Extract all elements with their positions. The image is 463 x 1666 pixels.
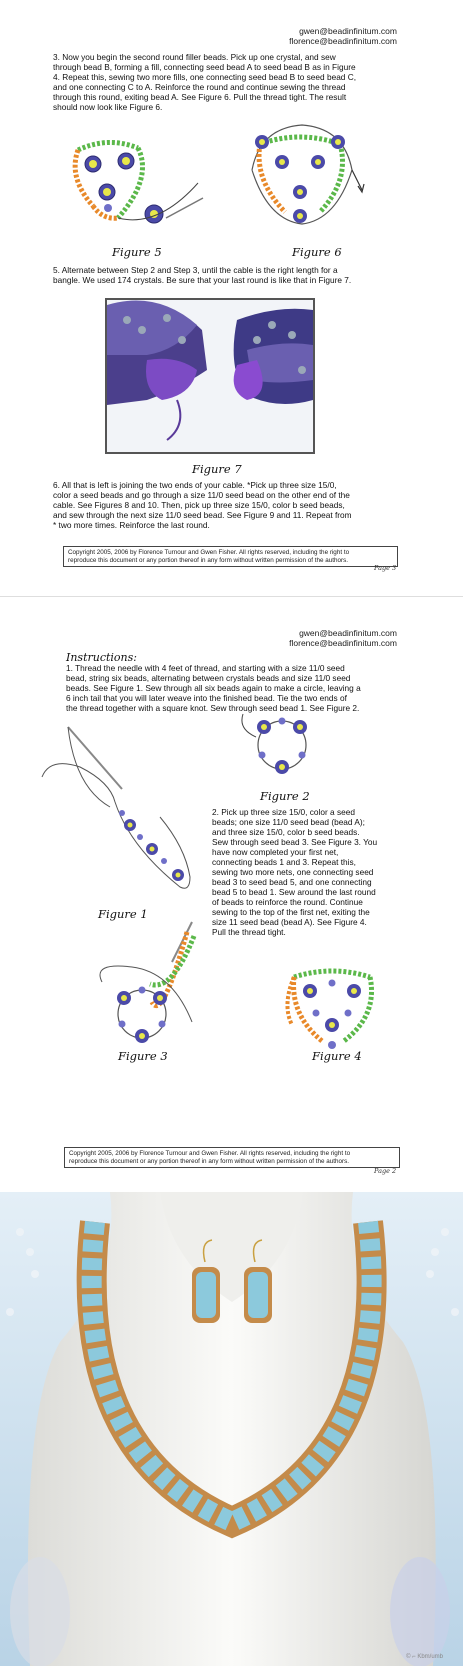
figure-2-caption: Figure 2 xyxy=(260,789,310,803)
figure-4-diagram xyxy=(282,965,382,1051)
page-3 xyxy=(0,0,463,596)
photo-watermark: © ⌐ Kbm/umb xyxy=(406,1654,443,1660)
figure-5-caption: Figure 5 xyxy=(112,245,162,259)
necklace-photo xyxy=(0,1192,463,1666)
figure-3-caption: Figure 3 xyxy=(118,1049,168,1063)
page-number: Page 3 xyxy=(374,564,397,572)
page-2 xyxy=(0,596,463,1192)
email-gwen: gwen@beadinfinitum.com xyxy=(299,26,397,36)
email-florence: florence@beadinfinitum.com xyxy=(289,638,397,648)
step-3-text: 3. Now you begin the second round filler beads. Pick up one crystal, and sew through bead B, forming a fill, connecting seed bead A to seed bead B as in Figure 4. Repeat this, sewing two more fills, one connecting seed bead B to seed bead C, and one connecting C to A. Reinforce the round and continue sewing the thread through this round, exiting bead A. See Figure 6. Pull the thread tight. The result should now look like Figure 6. xyxy=(53,52,357,112)
figure-7-photo xyxy=(105,298,315,454)
instructions-heading: Instructions: xyxy=(66,651,137,664)
figure-1-diagram xyxy=(40,727,210,907)
copyright-notice: Copyright 2005, 2006 by Florence Turnour and Gwen Fisher. All rights reserved, including the right to reproduce this document or any portion thereof in any form without written permission of the authors. xyxy=(63,546,398,567)
step-5-text: 5. Alternate between Step 2 and Step 3, until the cable is the right length for a bangle. We used 174 crystals. Be sure that your last round is like that in Figure 7. xyxy=(53,265,352,285)
step-1-text: 1. Thread the needle with 4 feet of thread, and starting with a size 11/0 seed bead, string six beads, alternating between crystals beads and size 11/0 seed beads. See Figure 1. Sew through all six beads again to make a circle, leaving a 6 inch tail that you will later weave into the finished bead. Tie the two ends of the thread together with a square knot. Sew through seed bead 1. See Figure 2. xyxy=(66,663,361,713)
email-gwen: gwen@beadinfinitum.com xyxy=(299,628,397,638)
necklace-photo-image xyxy=(0,1192,463,1666)
email-block xyxy=(289,628,397,648)
figure-3-diagram xyxy=(92,922,212,1047)
copyright-notice: Copyright 2005, 2006 by Florence Turnour and Gwen Fisher. All rights reserved, including the right to reproduce this document or any portion thereof in any form without written permission of the authors. xyxy=(64,1147,400,1168)
figure-6-diagram xyxy=(240,120,370,232)
figure-6-caption: Figure 6 xyxy=(292,245,342,259)
figure-1-caption: Figure 1 xyxy=(98,907,148,921)
email-block xyxy=(289,26,397,46)
email-florence: florence@beadinfinitum.com xyxy=(289,36,397,46)
figure-4-caption: Figure 4 xyxy=(312,1049,362,1063)
figure-5-diagram xyxy=(58,128,208,238)
figure-7-caption: Figure 7 xyxy=(192,462,242,476)
figure-2-diagram xyxy=(238,709,328,783)
step-2-text: 2. Pick up three size 15/0, color a seed beads; one size 11/0 seed bead (bead A); and three size 15/0, color b seed beads. Sew through seed bead 3. See Figure 3. You have now completed your first net, connecting beads 1 and 3. Repeat this, sewing two more nets, one connecting seed bead 3 to seed bead 5, and one connecting bead 5 to bead 1. Sew around the last round of beads to reinforce the round. Continue sewing to the top of the first net, exiting the size 11 seed bead (bead A). See Figure 4. Pull the thread tight. xyxy=(212,807,378,937)
step-6-text: 6. All that is left is joining the two ends of your cable. *Pick up three size 15/0, color a seed beads and go through a size 11/0 seed bead on the other end of the cable. See Figures 8 and 10. Then, pick up three size 15/0, color b seed beads, and sew through the next size 11/0 seed bead. See Figure 9 and 11. Repeat from * two more times. Reinforce the last round. xyxy=(53,480,352,530)
page-number: Page 2 xyxy=(374,1167,397,1175)
